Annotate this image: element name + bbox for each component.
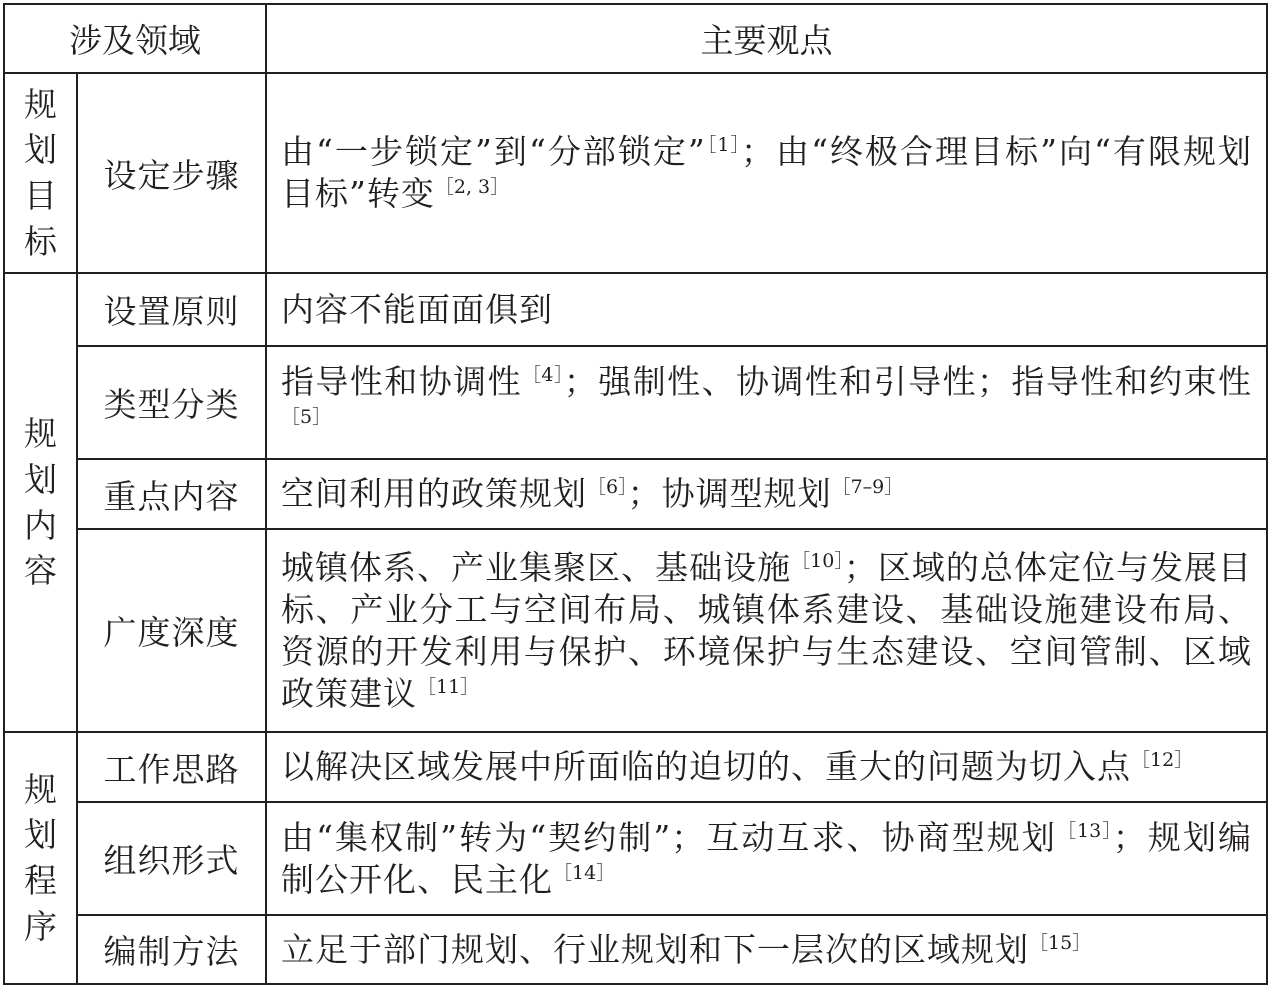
- group-content-label: 规划内容: [24, 414, 57, 591]
- table-row: [4, 802, 1267, 915]
- row-label: 组织形式: [77, 802, 266, 915]
- citation-ref: ［11］: [417, 675, 480, 698]
- planning-viewpoints-table: [3, 3, 1268, 985]
- viewpoint-text: 城镇体系、产业集聚区、基础设施: [281, 547, 792, 587]
- row-viewpoint: [266, 346, 1267, 459]
- table-row: [4, 346, 1267, 459]
- row-label: 重点内容: [77, 459, 266, 529]
- viewpoint-text: ；协调型规划: [627, 474, 832, 513]
- viewpoint-text: 指导性和协调性: [281, 361, 522, 401]
- row-viewpoint: [266, 73, 1267, 273]
- row-label: 编制方法: [77, 915, 266, 984]
- group-procedure: [4, 732, 77, 984]
- citation-ref: ［5］: [281, 405, 332, 428]
- citation-ref: ［12］: [1131, 749, 1194, 771]
- citation-ref: ［1］: [705, 134, 742, 156]
- viewpoint-text: 由“集权制”转为“契约制”；互动互求、协商型规划: [281, 817, 1057, 857]
- viewpoint-text: 以解决区域发展中所面临的迫切的、重大的问题为切入点: [281, 747, 1131, 786]
- row-viewpoint: [266, 732, 1267, 802]
- row-label: 类型分类: [77, 346, 266, 459]
- row-viewpoint: [266, 915, 1267, 984]
- viewpoint-text: 立足于部门规划、行业规划和下一层次的区域规划: [281, 929, 1029, 969]
- row-label: 设定步骤: [77, 73, 266, 273]
- row-label: 广度深度: [77, 529, 266, 732]
- row-label: 设置原则: [77, 273, 266, 346]
- row-viewpoint: [266, 802, 1267, 915]
- citation-ref: ［7–9］: [831, 476, 904, 498]
- header-viewpoint-text: 主要观点: [700, 21, 833, 60]
- table-row: [4, 273, 1267, 346]
- citation-ref: ［14］: [553, 861, 616, 884]
- viewpoint-text: 空间利用的政策规划: [281, 474, 587, 513]
- group-goal-label: 规划目标: [24, 84, 57, 261]
- row-viewpoint: [266, 529, 1267, 732]
- table-row: [4, 529, 1267, 732]
- header-row: [4, 4, 1267, 73]
- table-row: [4, 459, 1267, 529]
- row-label: 工作思路: [77, 732, 266, 802]
- viewpoint-text: 由“一步锁定”到“分部锁定”: [281, 132, 706, 171]
- citation-ref: ［13］: [1056, 819, 1113, 842]
- header-field-text: 涉及领域: [69, 21, 201, 60]
- citation-ref: ［15］: [1029, 931, 1092, 954]
- citation-ref: ［4］: [522, 363, 564, 386]
- viewpoint-text: 内容不能面面俱到: [281, 289, 553, 329]
- viewpoint-text: ；由“终极合理目标”向“有限规划目标”转变: [281, 132, 1253, 213]
- header-field: [4, 4, 266, 73]
- citation-ref: ［10］: [791, 549, 844, 572]
- viewpoint-text: ；区域的总体定位与发展目标、产业分工与空间布局、城镇体系建设、基础设施建设布局、资源的开发利用与保护、环境保护与生态建设、空间管制、区域政策建议: [281, 547, 1253, 713]
- header-viewpoint: [266, 4, 1267, 73]
- citation-ref: ［6］: [587, 476, 628, 498]
- row-viewpoint: [266, 459, 1267, 529]
- table-row: [4, 73, 1267, 273]
- viewpoint-text: ；规划编制公开化、民主化: [281, 817, 1253, 899]
- group-goal: [4, 73, 77, 273]
- table-row: [4, 915, 1267, 984]
- viewpoint-text: ；强制性、协调性和引导性；指导性和约束性: [563, 361, 1253, 401]
- row-viewpoint: [266, 273, 1267, 346]
- citation-ref: ［2, 3］: [434, 176, 510, 198]
- table-row: [4, 732, 1267, 802]
- group-procedure-label: 规划程序: [24, 769, 57, 946]
- group-content: [4, 273, 77, 732]
